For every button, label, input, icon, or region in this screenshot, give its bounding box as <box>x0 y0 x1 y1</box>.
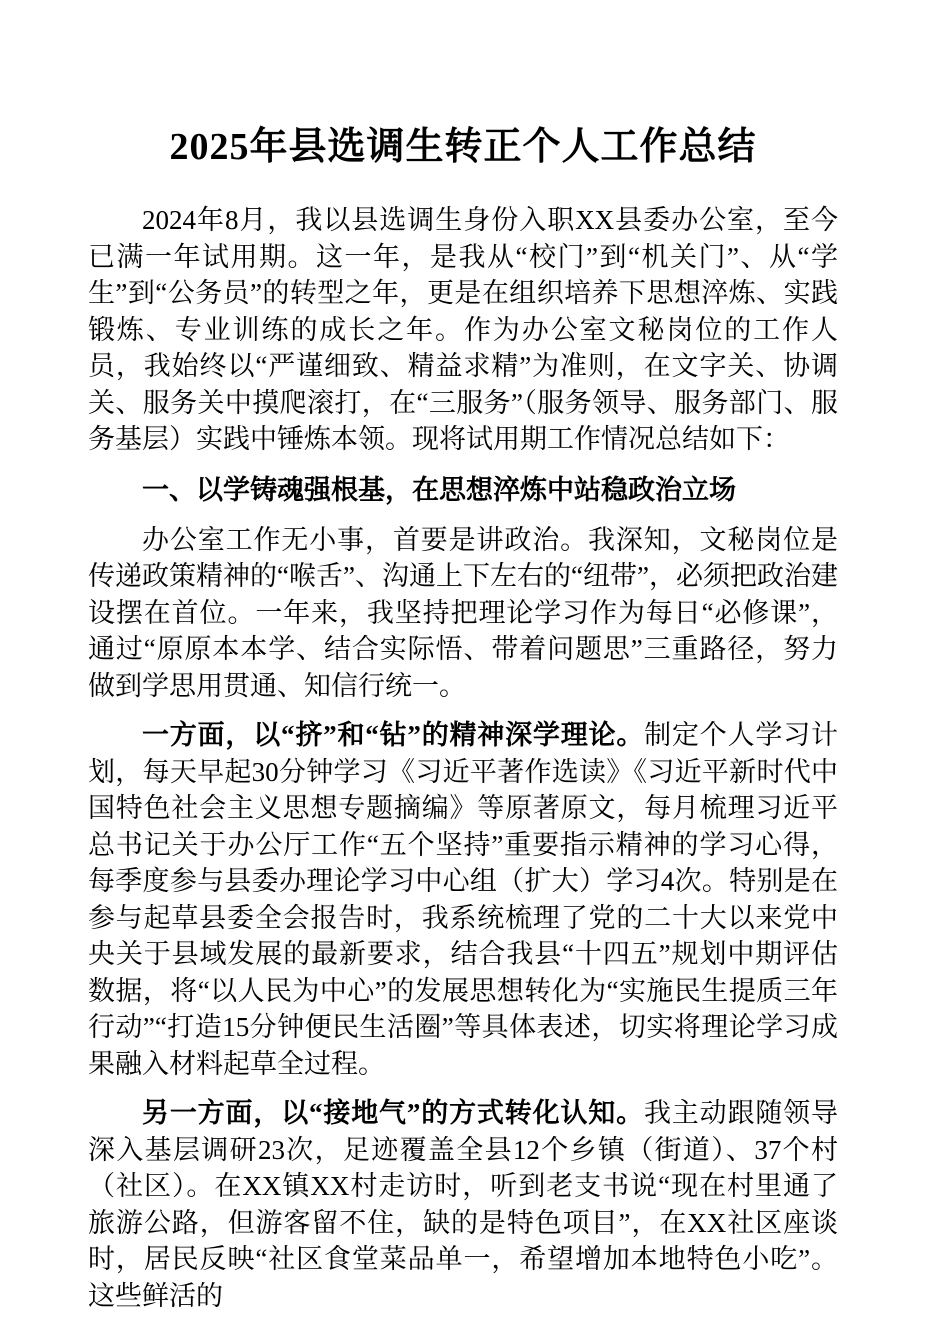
paragraph-grassroots-research-lead: 另一方面，以“接地气”的方式转化认知。 <box>142 1098 644 1128</box>
paragraph-grassroots-research <box>88 1095 838 1314</box>
section-heading-1: 一、以学铸魂强根基，在思想淬炼中站稳政治立场 <box>142 474 736 505</box>
paragraph-political-study: 办公室工作无小事，首要是讲政治。我深知，文秘岗位是传递政策精神的“喉舌”、沟通上下左右的“纽带”，必须把政治建设摆在首位。一年来，我坚持把理论学习作为每日“必修课”，通过“原原本本学、结合实际悟、带着问题思”三重路径，努力做到学思用贯通、知信行统一。 <box>88 524 838 701</box>
document-title: 2025年县选调生转正个人工作总结 <box>169 126 757 168</box>
paragraph-grassroots-research-body: 我主动跟随领导深入基层调研23次，足迹覆盖全县12个乡镇（街道）、37个村（社区）。在XX镇XX村走访时，听到老支书说“现在村里通了旅游公路，但游客留不住，缺的是特色项目”，在XX社区座谈时，居民反映“社区食堂菜品单一，希望增加本地特色小吃”。这些鲜活的 <box>88 1098 839 1311</box>
paragraph-theory-study-lead: 一方面，以“挤”和“钻”的精神深学理论。 <box>142 720 645 750</box>
paragraph-theory-study <box>88 717 838 1082</box>
paragraph-theory-study-body: 制定个人学习计划，每天早起30分钟学习《习近平著作选读》《习近平新时代中国特色社会主义思想专题摘编》等原著原文，每月梳理习近平总书记关于办公厅工作“五个坚持”重要指示精神的学习心得，每季度参与县委办理论学习中心组（扩大）学习4次。特别是在参与起草县委全会报告时，我系统梳理了党的二十大以来党中央关于县域发展的最新要求，结合我县“十四五”规划中期评估数据，将“以人民为中心”的发展思想转化为“实施民生提质三年行动”“打造15分钟便民生活圈”等具体表述，切实将理论学习成果融入材料起草全过程。 <box>88 720 839 1079</box>
paragraph-introduction: 2024年8月，我以县选调生身份入职XX县委办公室，至今已满一年试用期。这一年，是我从“校门”到“机关门”、从“学生”到“公务员”的转型之年，更是在组织培养下思想淬炼、实践锻炼、专业训练的成长之年。作为办公室文秘岗位的工作人员，我始终以“严谨细致、精益求精”为准则，在文字关、协调关、服务关中摸爬滚打，在“三服务”（服务领导、服务部门、服务基层）实践中锤炼本领。现将试用期工作情况总结如下： <box>88 205 838 454</box>
